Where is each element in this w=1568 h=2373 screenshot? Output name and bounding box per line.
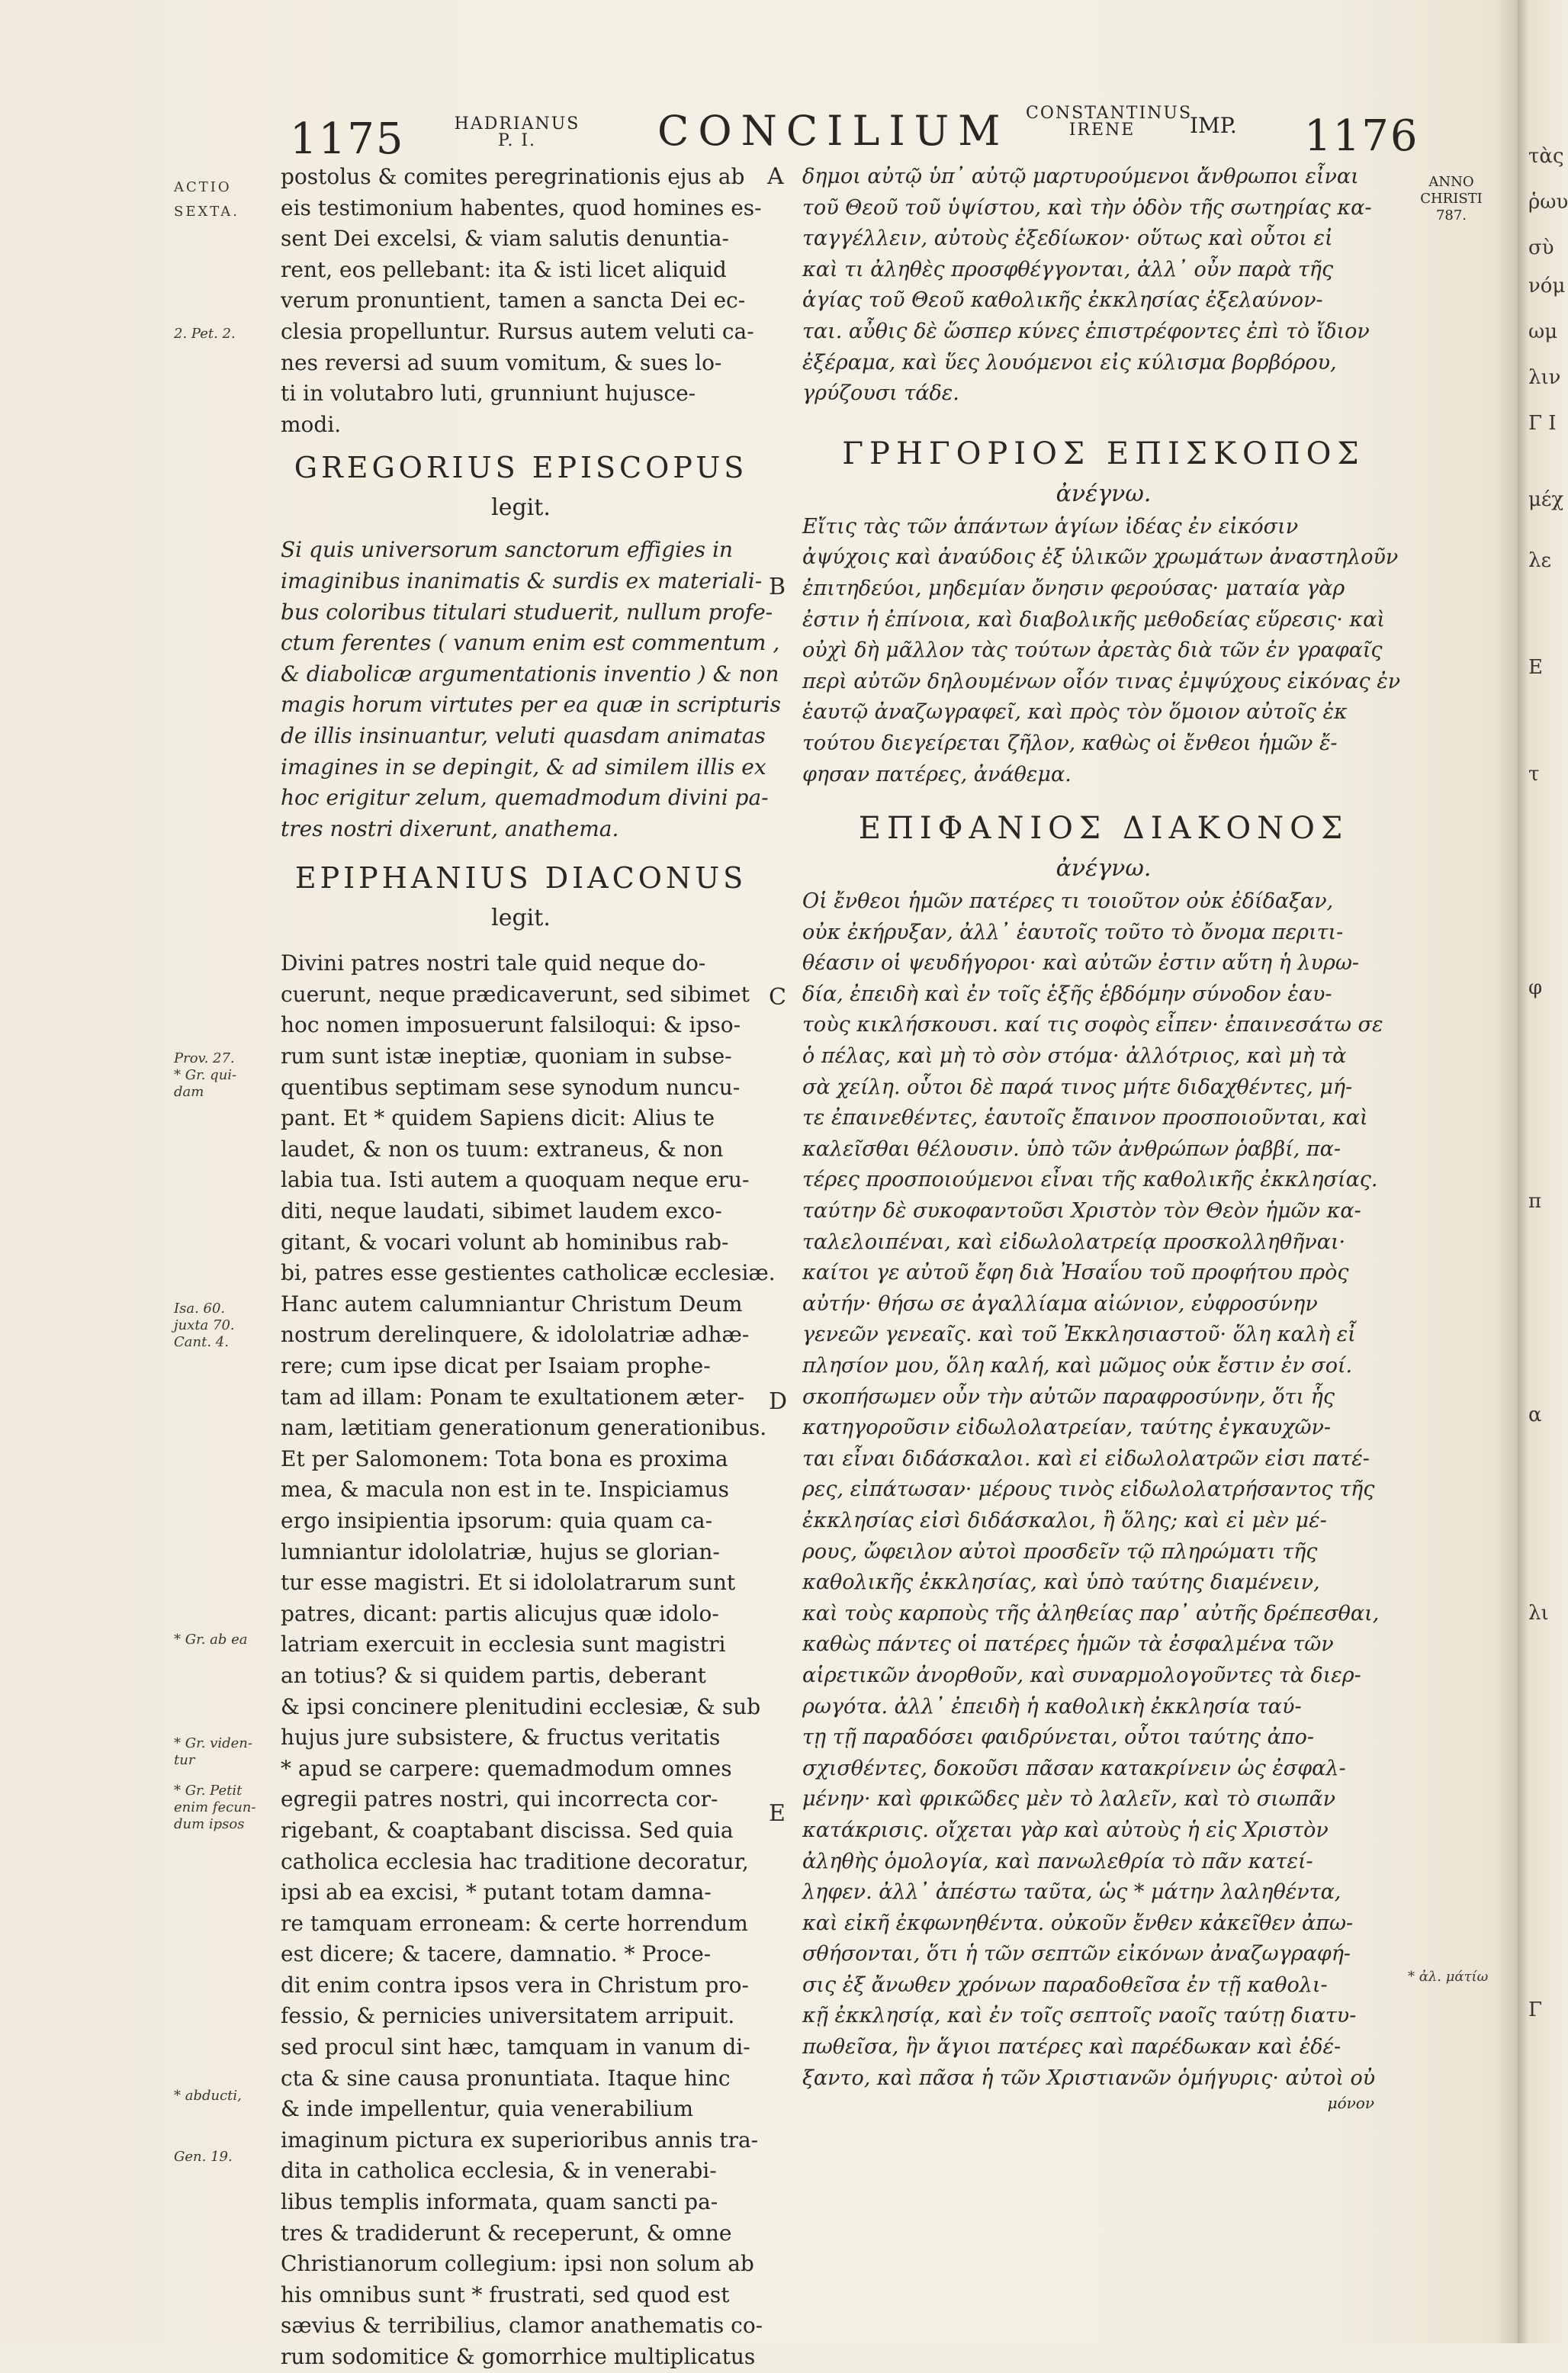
margin-ref-cant: Cant. 4.: [174, 1334, 229, 1350]
text-line: clesia propelluntur. Rursus autem veluti ca-: [281, 318, 754, 344]
text-line: σκοπήσωμεν οὖν τὴν αὐτῶν παραφροσύνην, ὅτι ἧς: [802, 1384, 1335, 1409]
next-page-fragment: Γ: [1528, 1998, 1543, 2021]
next-page-fragment: νόμ: [1528, 275, 1566, 297]
text-line: sent Dei excelsi, & viam salutis denuntia-: [281, 226, 729, 252]
text-line: bus coloribus titulari studuerit, nullum profe-: [281, 599, 773, 625]
text-line: sed procul sint hæc, tamquam in vanum di-: [281, 2034, 750, 2060]
text-line: δημοι αὐτῷ ὑπ᾽ αὐτῷ μαρτυρούμενοι ἄνθρωποι εἶναι: [802, 165, 1359, 188]
text-line: Εἴτις τὰς τῶν ἁπάντων ἁγίων ἰδέας ἐν εἰκόσιν: [802, 514, 1299, 539]
text-line: & diabolicæ argumentationis inventio ) & non: [281, 661, 779, 686]
text-line: καὶ τοὺς καρποὺς τῆς ἀληθείας παρ᾽ αὐτῆς δρέπεσθαι,: [802, 1601, 1380, 1625]
text-line: σις ἐξ ἄνωθεν χρόνων παραδοθεῖσα ἐν τῇ καθολι-: [802, 1973, 1328, 1997]
text-line: * apud se carpere: quemadmodum omnes: [281, 1755, 732, 1781]
text-line: οὐχὶ δὴ μᾶλλον τὰς τούτων ἀρετὰς διὰ τῶν ἐν γραφαῖς: [802, 638, 1383, 663]
text-line: dita in catholica ecclesia, & in venerabi-: [281, 2158, 717, 2184]
text-line: cuerunt, neque prædicaverunt, sed sibimet: [281, 981, 750, 1007]
text-line: οὐκ ἐκήρυξαν, ἀλλ᾽ ἑαυτοῖς τοῦτο τὸ ὄνομα περιτι-: [802, 920, 1344, 944]
latin-subheading-gregorius: legit.: [491, 494, 551, 522]
text-line: κατηγοροῦσιν εἰδωλολατρείαν, ταύτης ἐγκαυχῶν-: [802, 1416, 1332, 1440]
section-letter-b: B: [769, 574, 786, 600]
text-line: ἁγίας τοῦ Θεοῦ καθολικῆς ἐκκλησίας ἐξελαύνον-: [802, 288, 1323, 313]
text-line: dit enim contra ipsos vera in Christum pro-: [281, 1972, 750, 1998]
text-line: rum sodomitice & gomorrhice multiplicatus: [281, 2344, 756, 2369]
next-page-fragment: τὰς: [1528, 145, 1564, 168]
emperor-header-left: [448, 116, 586, 150]
section-letter-d: D: [769, 1388, 788, 1415]
text-line: tres & tradiderunt & receperunt, & omne: [281, 2220, 732, 2246]
year-label: 787.: [1435, 207, 1467, 223]
greek-column: [802, 162, 1405, 2112]
margin-ref-videntur-a: * Gr. viden-: [174, 1735, 252, 1751]
text-line: ctum ferentes ( vanum enim est commentum ,: [281, 630, 780, 656]
margin-ref-videntur-b: tur: [174, 1752, 195, 1768]
page-number-right: 1176: [1304, 111, 1419, 161]
text-line: gitant, & vocari volunt ab hominibus rab-: [281, 1229, 729, 1255]
text-line: πλησίον μου, ὅλη καλή, καὶ μῶμος οὐκ ἔστιν ἐν σοί.: [802, 1354, 1353, 1378]
text-line: diti, neque laudati, sibimet laudem exco-: [281, 1198, 722, 1224]
next-page-fragment: λιν: [1528, 366, 1561, 389]
text-line: δία, ἐπειδὴ καὶ ἐν τοῖς ἑξῆς ἑβδόμην σύνοδον ἑαυ-: [802, 982, 1332, 1006]
text-line: rum sunt istæ ineptiæ, quoniam in subse-: [281, 1043, 732, 1069]
text-line: Et per Salomonem: Tota bona es proxima: [281, 1445, 728, 1471]
section-letter-e: E: [769, 1800, 786, 1827]
emperor-header-right: [1026, 104, 1193, 140]
text-line: Οἱ ἔνθεοι ἡμῶν πατέρες τι τοιοῦτον οὐκ ἐδίδαξαν,: [802, 889, 1334, 914]
anno-christi: [1409, 174, 1493, 224]
next-page-fragment: π: [1528, 1190, 1542, 1213]
next-page-fragment: λε: [1528, 549, 1551, 572]
text-line: τοὺς κικλήσκουσι. καί τις σοφὸς εἶπεν· ἐπαινεσάτω σε: [802, 1013, 1383, 1037]
text-line: fessio, & pernicies universitatem arripuit.: [281, 2003, 735, 2029]
text-line: catholica ecclesia hac traditione decoratur,: [281, 1848, 749, 1874]
text-line: ταλελοιπέναι, καὶ εἰδωλολατρείᾳ προσκολληθῆναι·: [802, 1230, 1346, 1254]
text-line: tam ad illam: Ponam te exultationem æter-: [281, 1384, 745, 1410]
text-line: τέρες προσποιούμενοι εἶναι τῆς καθολικῆς ἐκκλησίας.: [802, 1168, 1378, 1192]
text-line: & ipsi concinere plenitudini ecclesiæ, & sub: [281, 1693, 761, 1719]
text-line: καὶ τι ἀληθὲς προσφθέγγονται, ἀλλ᾽ οὖν παρὰ τῆς: [802, 257, 1334, 281]
text-line: labia tua. Isti autem a quoquam neque eru-: [281, 1167, 750, 1193]
text-line: ξαντο, καὶ πᾶσα ἡ τῶν Χριστιανῶν ὁμήγυρις· αὐτοὶ οὐ: [802, 2066, 1376, 2090]
text-line: Christianorum collegium: ipsi non solum ab: [281, 2251, 754, 2277]
next-page-fragment: ωμ: [1528, 320, 1558, 343]
text-line: κῇ ἐκκλησίᾳ, καὶ ἐν τοῖς σεπτοῖς ναοῖς ταύτῃ διατυ-: [802, 2004, 1357, 2028]
text-line: πωθεῖσα, ἣν ἅγιοι πατέρες καὶ παρέδωκαν καὶ ἐδέ-: [802, 2035, 1341, 2059]
text-line: γρύζουσι τάδε.: [802, 381, 959, 406]
next-page-fragment: ῥωυ: [1528, 191, 1568, 214]
margin-ref-quidam-b: dam: [174, 1084, 204, 1100]
text-line: re tamquam erroneam: & certe horrendum: [281, 1910, 748, 1936]
greek-heading-epiphanios: ΕΠΙΦΑΝΙΟΣ ΔΙΑΚΟΝΟΣ: [858, 811, 1349, 847]
text-line: an totius? & si quidem partis, deberant: [281, 1662, 706, 1688]
text-line: Hanc autem calumniantur Christum Deum: [281, 1291, 743, 1317]
text-line: egregii patres nostri, qui incorrecta cor-: [281, 1786, 718, 1812]
margin-ref-quidam-a: * Gr. qui-: [174, 1067, 237, 1083]
text-line: αἱρετικῶν ἀνορθοῦν, καὶ συναρμολογοῦντες τὰ διερ-: [802, 1663, 1361, 1687]
margin-ref-abducti: * abducti,: [174, 2088, 242, 2104]
text-line: magis horum virtutes per ea quæ in scripturis: [281, 692, 782, 718]
greek-subheading-epiphanios: ἀνέγνω.: [1056, 855, 1152, 883]
emperor-left-top: HADRIANUS: [454, 114, 580, 133]
text-line: quentibus septimam sese synodum nuncu-: [281, 1074, 741, 1100]
text-line: ἑαυτῷ ἀναζωγραφεῖ, καὶ πρὸς τὸν ὅμοιον αὐτοῖς ἐκ: [802, 700, 1348, 725]
text-line: verum pronuntient, tamen a sancta Dei ec-: [281, 288, 746, 314]
text-line: imaginibus inanimatis & surdis ex materiali-: [281, 568, 763, 593]
text-line: laudet, & non os tuum: extraneus, & non: [281, 1136, 724, 1162]
text-line: ἐξέραμα, καὶ ὕες λουόμενοι εἰς κύλισμα βορβόρου,: [802, 350, 1337, 375]
section-letter-c: C: [769, 984, 786, 1011]
margin-ref-2pet: 2. Pet. 2.: [174, 326, 236, 342]
text-line: cta & sine causa pronuntiata. Itaque hinc: [281, 2065, 731, 2091]
text-line: rere; cum ipse dicat per Isaiam prophe-: [281, 1353, 711, 1378]
greek-body-text: [802, 886, 1405, 2094]
text-line: lumniantur idololatriæ, hujus se glorian-: [281, 1539, 720, 1564]
latin-intro-text: [281, 162, 761, 440]
text-line: his omnibus sunt * frustrati, sed quod est: [281, 2281, 730, 2307]
emperor-right-bottom: IRENE: [1068, 121, 1136, 140]
text-line: de illis insinuantur, veluti quasdam animatas: [281, 722, 766, 748]
text-line: eis testimonium habentes, quod homines es-: [281, 195, 762, 220]
text-line: ergo insipientia ipsorum: quia quam ca-: [281, 1507, 713, 1533]
text-line: ἐκκλησίας εἰσὶ διδάσκαλοι, ἢ ὅλης; καὶ εἰ μὲν μέ-: [802, 1508, 1327, 1532]
margin-ref-prov: Prov. 27.: [174, 1050, 235, 1066]
text-line: φησαν πατέρες, ἀνάθεμα.: [802, 762, 1072, 786]
text-line: ἀψύχοις καὶ ἀναύδοις ἐξ ὑλικῶν χρωμάτων ἀναστηλοῦν: [802, 545, 1399, 570]
text-line: τοῦ Θεοῦ τοῦ ὑψίστου, καὶ τὴν ὁδὸν τῆς σωτηρίας κα-: [802, 195, 1372, 220]
latin-anathema-text: [281, 535, 782, 844]
greek-intro-text: [802, 162, 1405, 410]
anno-label: ANNO: [1428, 174, 1474, 190]
text-line: ἐστιν ἡ ἐπίνοια, καὶ διαβολικῆς μεθοδείας εὕρεσις· καὶ: [802, 607, 1385, 632]
sexta-label: SEXTA.: [174, 204, 240, 220]
text-line: σχισθέντες, δοκοῦσι πᾶσαν κατακρίνειν ὡς ἐσφαλ-: [802, 1756, 1346, 1780]
next-page-fragment: μέχ: [1528, 488, 1564, 511]
latin-heading-epiphanius: EPIPHANIUS DIACONUS: [294, 861, 747, 896]
text-line: ρωγότα. ἀλλ᾽ ἐπειδὴ ἡ καθολικὴ ἐκκλησία ταύ-: [802, 1694, 1302, 1719]
text-line: αὐτήν· θήσω σε ἀγαλλίαμα αἰώνιον, εὐφροσύνην: [802, 1291, 1318, 1316]
emperor-left-bottom: P. I.: [497, 131, 536, 150]
text-line: nam, lætitiam generationum generationibus.: [281, 1415, 767, 1441]
text-line: καίτοι γε αὐτοῦ ἔφη διὰ Ἠσαΐου τοῦ προφήτου πρὸς: [802, 1261, 1349, 1285]
margin-note-right: * ἀλ. μάτίω: [1408, 1969, 1489, 1985]
margin-ref-petit-c: dum ipsos: [174, 1816, 245, 1832]
text-line: imagines in se depingit, & ad similem illis ex: [281, 754, 766, 780]
text-line: mea, & macula non est in te. Inspiciamus: [281, 1477, 729, 1503]
text-line: ληφεν. ἀλλ᾽ ἀπέστω ταῦτα, ὡς * μάτην λαληθέντα,: [802, 1880, 1341, 1905]
text-line: postolus & comites peregrinationis ejus ab: [281, 164, 745, 189]
text-line: rent, eos pellebant: ita & isti licet aliquid: [281, 256, 727, 282]
text-line: nostrum derelinquere, & idololatriæ adhæ-: [281, 1322, 750, 1348]
next-page-fragment: τ: [1528, 763, 1540, 786]
text-line: est dicere; & tacere, damnatio. * Proce-: [281, 1941, 712, 1967]
gutter-shadow: [1495, 0, 1518, 2343]
text-line: καλεῖσθαι θέλουσιν. ὑπὸ τῶν ἀνθρώπων ῥαββί, πα-: [802, 1137, 1341, 1161]
text-line: ταγγέλλειν, αὐτοὺς ἐξεδίωκον· οὕτως καὶ οὗτοι εἰ: [802, 227, 1333, 251]
text-line: τῃ τῇ παραδόσει φαιδρύνεται, οὗτοι ταύτης ἀπο-: [802, 1725, 1314, 1750]
margin-ref-gen: Gen. 19.: [174, 2149, 233, 2165]
text-line: imaginum pictura ex superioribus annis tra-: [281, 2127, 759, 2153]
christi-label: CHRISTI: [1420, 191, 1483, 207]
text-line: γενεῶν γενεαῖς. καὶ τοῦ Ἐκκλησιαστοῦ· ὅλη καλὴ εἶ: [802, 1323, 1356, 1347]
text-line: modi.: [281, 411, 342, 437]
next-page-fragment: λι: [1528, 1602, 1549, 1625]
catchword: μόνον: [1327, 2094, 1374, 2113]
latin-heading-gregorius: GREGORIUS EPISCOPUS: [294, 451, 748, 485]
imp-label: IMP.: [1190, 113, 1237, 138]
text-line: patres, dicant: partis alicujus quæ idolo-: [281, 1600, 719, 1626]
next-page-fragment: α: [1528, 1404, 1542, 1426]
text-line: ἐπιτηδεύοι, μηδεμίαν ὄνησιν φερούσας· ματαία γὰρ: [802, 576, 1345, 600]
text-line: & inde impellentur, quia venerabilium: [281, 2096, 694, 2122]
text-line: τε ἐπαινεθέντες, ἑαυτοῖς ἔπαινον προσποιοῦνται, καὶ: [802, 1106, 1368, 1130]
text-line: hoc nomen imposuerunt falsiloqui: & ipso-: [281, 1012, 741, 1038]
next-page-fragment: φ: [1528, 976, 1543, 999]
running-title: CONCILIUM: [657, 107, 1010, 155]
latin-column: [281, 162, 782, 2373]
text-line: Divini patres nostri tale quid neque do-: [281, 950, 706, 976]
text-line: nes reversi ad suum vomitum, & sues lo-: [281, 349, 722, 375]
actio-label: ACTIO: [174, 179, 232, 195]
text-line: bi, patres esse gestientes catholicæ ecclesiæ.: [281, 1260, 776, 1286]
text-line: τούτου διεγείρεται ζῆλον, καθὼς οἱ ἔνθεοι ἡμῶν ἔ-: [802, 731, 1338, 755]
text-line: ται εἶναι διδάσκαλοι. καὶ εἰ εἰδωλολατρῶν εἰσι πατέ-: [802, 1446, 1370, 1471]
greek-heading-gregorios: ΓΡΗΓΟΡΙΟΣ ΕΠΙΣΚΟΠΟΣ: [842, 436, 1365, 471]
text-line: ταύτην δὲ συκοφαντοῦσι Χριστὸν τὸν Θεὸν ἡμῶν κα-: [802, 1199, 1361, 1223]
text-line: latriam exercuit in ecclesia sunt magistri: [281, 1632, 726, 1658]
margin-ref-petit-b: enim fecun-: [174, 1799, 256, 1815]
next-page-fragment: σὺ: [1528, 236, 1554, 259]
margin-ref-juxta: juxta 70.: [174, 1317, 235, 1333]
text-line: σθήσονται, ὅτι ἡ τῶν σεπτῶν εἰκόνων ἀναζωγραφή-: [802, 1942, 1351, 1966]
text-line: ti in volutabro luti, grunniunt hujusce-: [281, 381, 696, 407]
text-line: sævius & terribilius, clamor anathematis co-: [281, 2313, 763, 2339]
text-line: tur esse magistri. Et si idololatrarum sunt: [281, 1570, 736, 1596]
text-line: θέασιν οἱ ψευδήγοροι· καὶ αὐτῶν ἐστιν αὕτη ἡ λυρω-: [802, 951, 1359, 976]
page-number-left: 1175: [290, 114, 405, 164]
next-page-fragment: Γ Ι: [1528, 412, 1557, 435]
text-line: ἀληθὴς ὁμολογία, καὶ πανωλεθρία τὸ πᾶν κατεί-: [802, 1849, 1313, 1873]
text-line: hoc erigitur zelum, quemadmodum divini pa-: [281, 785, 769, 811]
text-line: hujus jure subsistere, & fructus veritatis: [281, 1725, 721, 1751]
section-letter-a: A: [767, 163, 784, 190]
text-line: ipsi ab ea excisi, * putant totam damna-: [281, 1879, 712, 1905]
text-line: καθὼς πάντες οἱ πατέρες ἡμῶν τὰ ἐσφαλμένα τῶν: [802, 1632, 1334, 1657]
text-line: ὁ πέλας, καὶ μὴ τὸ σὸν στόμα· ἀλλότριος, καὶ μὴ τὰ: [802, 1044, 1347, 1069]
text-line: σὰ χείλη. οὗτοι δὲ παρά τινος μήτε διδαχθέντες, μή-: [802, 1075, 1353, 1099]
greek-anathema-text: [802, 512, 1405, 790]
margin-ref-petit-a: * Gr. Petit: [174, 1783, 243, 1799]
next-page-edge: [1518, 0, 1568, 2343]
text-line: tres nostri dixerunt, anathema.: [281, 815, 619, 841]
text-line: Si quis universorum sanctorum effigies in: [281, 537, 733, 563]
emperor-right-top: CONSTANTINUS: [1026, 104, 1193, 123]
text-line: ται. αὖθις δὲ ὥσπερ κύνες ἐπιστρέφοντες ἐπὶ τὸ ἴδιον: [802, 319, 1370, 343]
text-line: pant. Et * quidem Sapiens dicit: Alius te: [281, 1105, 715, 1131]
margin-ref-ab-ea: * Gr. ab ea: [174, 1632, 248, 1648]
text-line: καθολικῆς ἐκκλησίας, καὶ ὑπὸ ταύτης διαμένειν,: [802, 1571, 1320, 1595]
text-line: rigebant, & coaptabant discissa. Sed quia: [281, 1817, 734, 1843]
text-line: μένην· καὶ φρικῶδες μὲν τὸ λαλεῖν, καὶ τὸ σιωπᾶν: [802, 1787, 1336, 1812]
latin-subheading-epiphanius: legit.: [491, 905, 551, 932]
greek-subheading-gregorios: ἀνέγνω.: [1056, 480, 1152, 507]
text-line: κατάκρισις. οἴχεται γὰρ καὶ αὐτοὺς ἡ εἰς Χριστὸν: [802, 1818, 1329, 1842]
text-line: libus templis informata, quam sancti pa-: [281, 2189, 718, 2215]
margin-ref-isa: Isa. 60.: [174, 1301, 226, 1317]
text-line: ρες, εἰπάτωσαν· μέρους τινὸς εἰδωλολατρήσαντος τῆς: [802, 1477, 1375, 1502]
text-line: περὶ αὐτῶν δηλουμένων οἷόν τινας ἐμψύχους εἰκόνας ἐν: [802, 669, 1401, 693]
latin-body-text: [281, 948, 776, 2372]
text-line: καὶ εἰκῆ ἐκφωνηθέντα. οὐκοῦν ἔνθεν κἀκεῖθεν ἀπω-: [802, 1911, 1354, 1935]
text-line: ρους, ὤφειλον αὐτοὶ προσδεῖν τῷ πληρώματι τῆς: [802, 1539, 1318, 1564]
next-page-fragment: Ε: [1528, 656, 1543, 679]
